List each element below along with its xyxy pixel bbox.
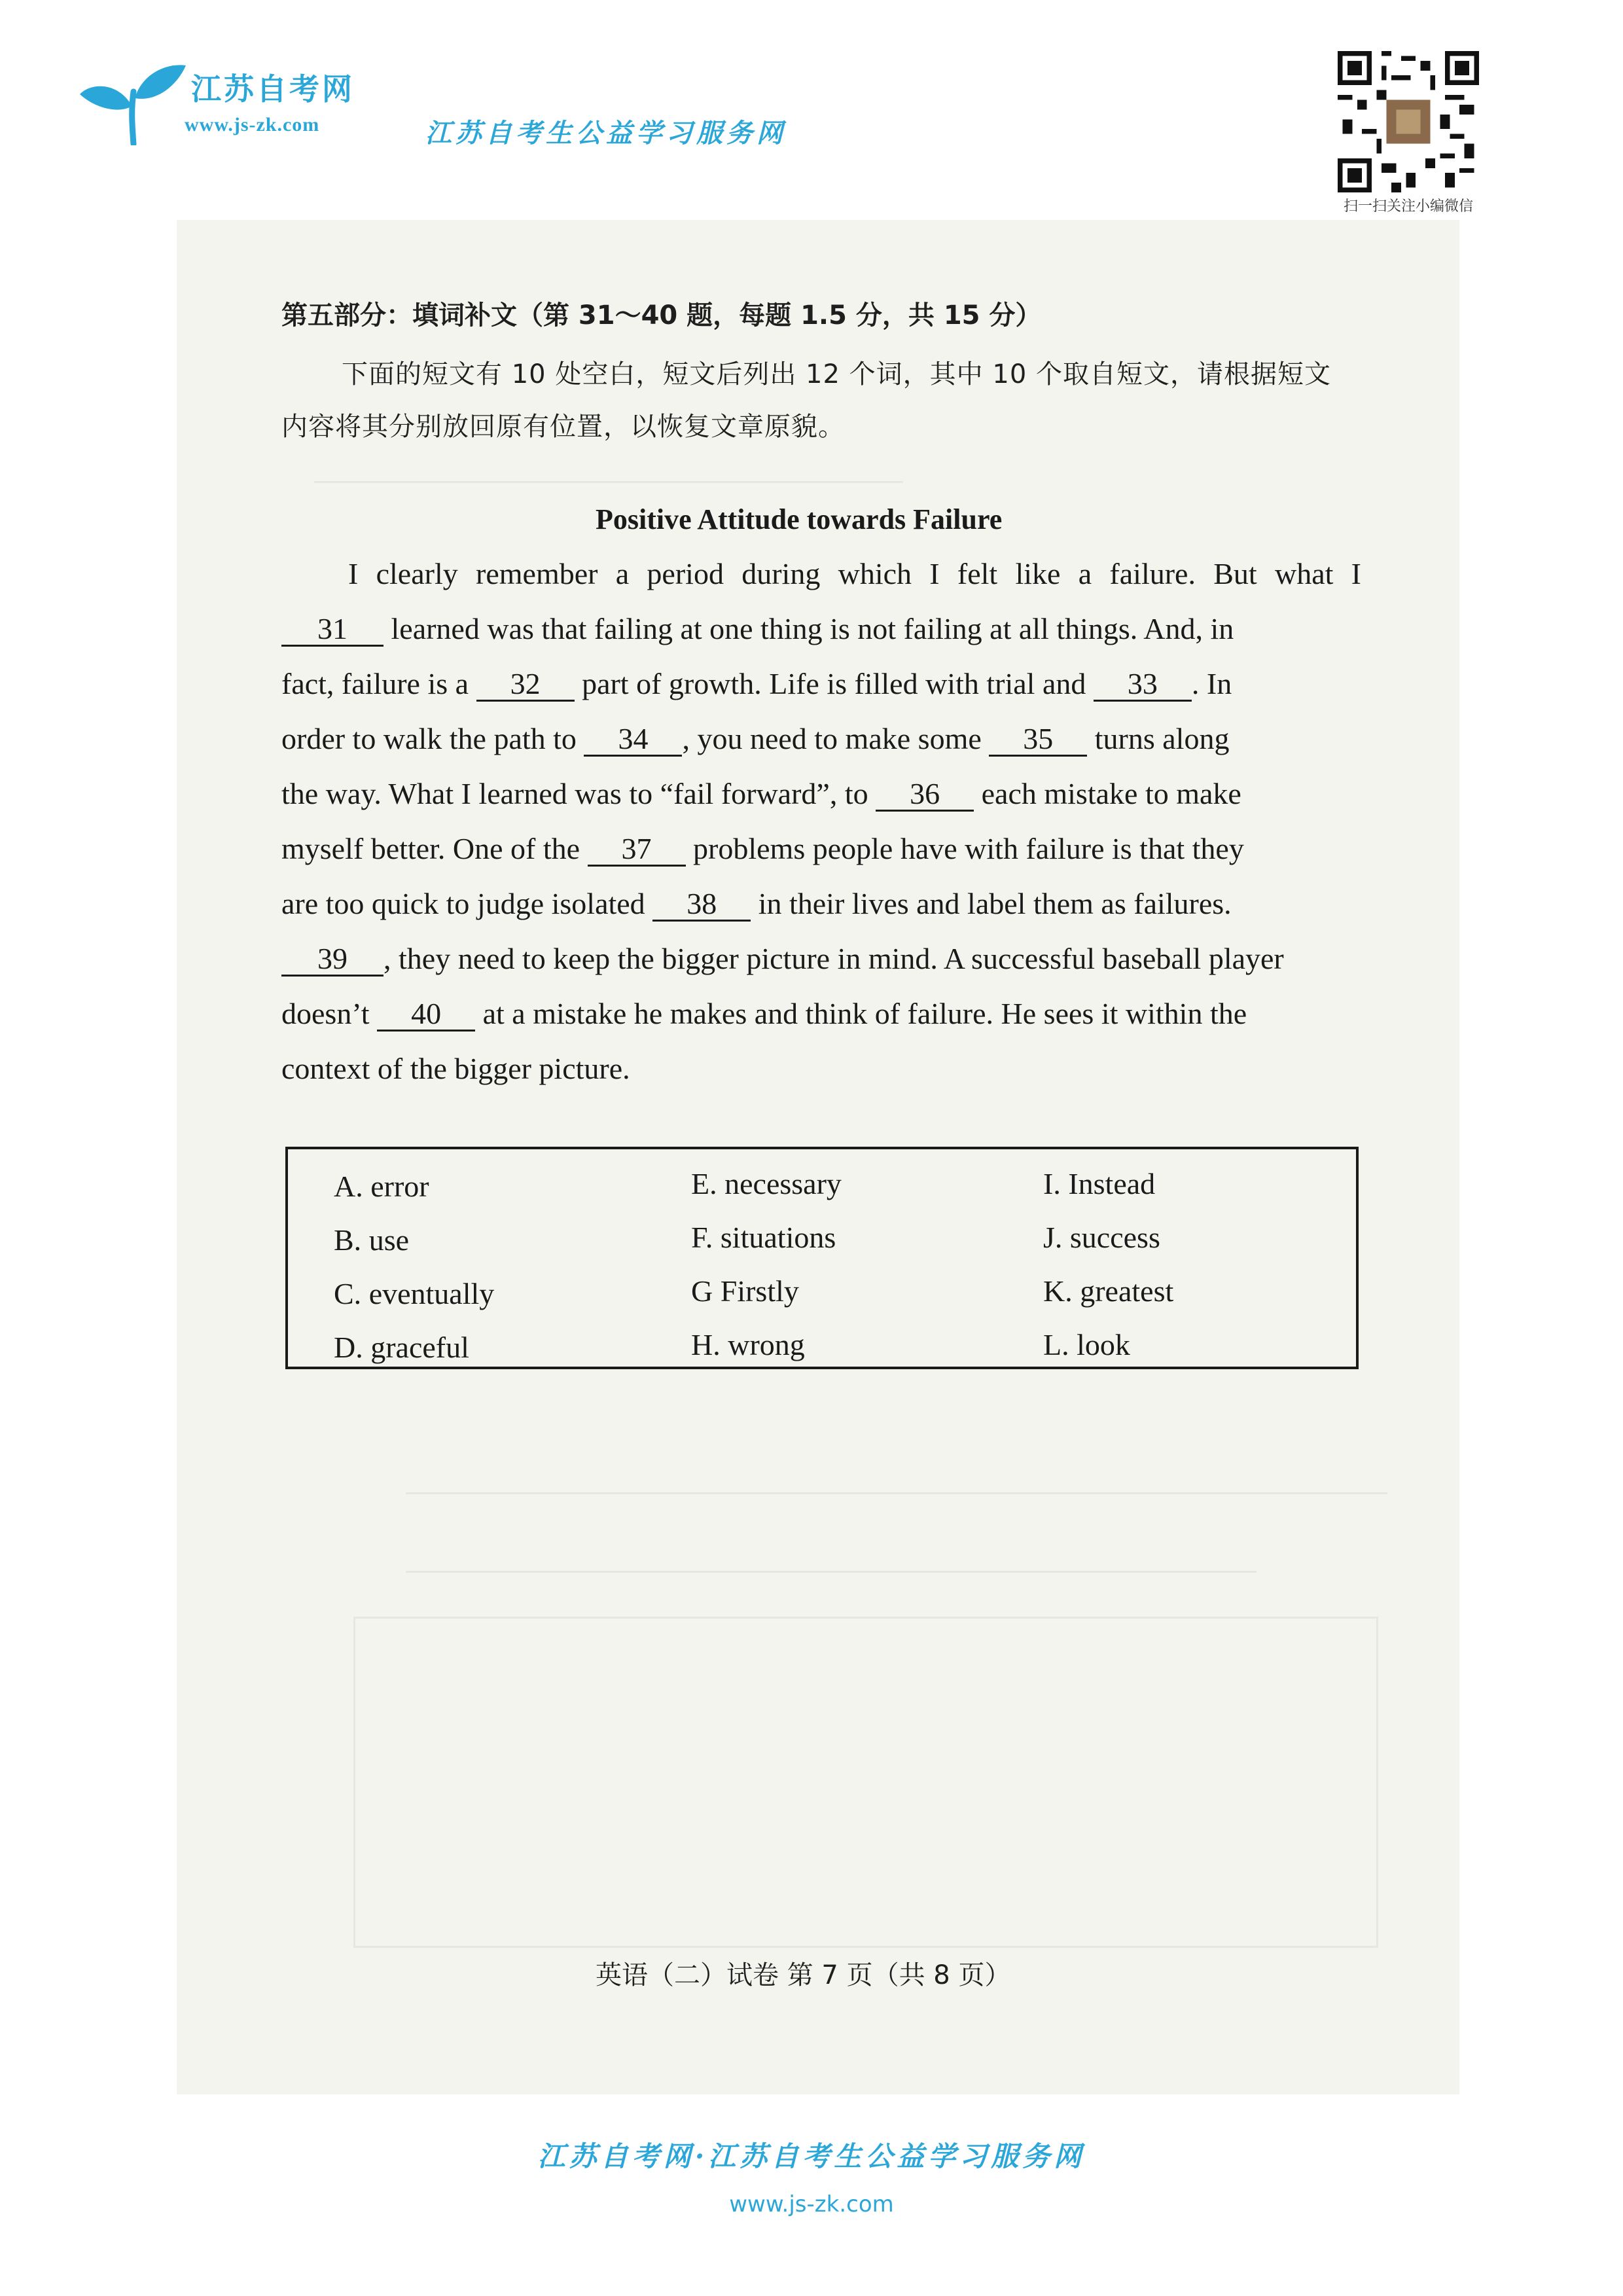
blank-34[interactable]: 34 bbox=[584, 723, 682, 757]
passage-text: the way. What I learned was to “fail forward”, to bbox=[281, 777, 876, 810]
section-heading: 第五部分：填词补文（第 31～40 题，每题 1.5 分，共 15 分） bbox=[281, 300, 1042, 331]
option-c[interactable]: C. eventually bbox=[334, 1277, 495, 1310]
footer-url-link[interactable]: www.js-zk.com bbox=[729, 2191, 894, 2217]
passage-text: , you need to make some bbox=[682, 722, 990, 755]
blank-38[interactable]: 38 bbox=[652, 888, 751, 922]
footer-slogan: 江苏自考网·江苏自考生公益学习服务网 bbox=[537, 2140, 1086, 2172]
blank-40[interactable]: 40 bbox=[377, 998, 475, 1031]
passage-line-2 bbox=[281, 611, 1361, 647]
passage-text: part of growth. Life is filled with trial and bbox=[574, 667, 1094, 700]
sprout-logo-icon bbox=[77, 60, 188, 145]
passage-line-6 bbox=[281, 831, 1361, 867]
passage-line-10: context of the bigger picture. bbox=[281, 1052, 630, 1085]
option-b[interactable]: B. use bbox=[334, 1223, 410, 1257]
passage-line-1 bbox=[281, 556, 1361, 591]
site-logo-url[interactable]: www.js-zk.com bbox=[185, 114, 320, 135]
bleed-through-line bbox=[314, 481, 903, 483]
option-k[interactable]: K. greatest bbox=[1043, 1274, 1174, 1308]
option-f[interactable]: F. situations bbox=[691, 1221, 836, 1254]
passage-line-8 bbox=[281, 941, 1361, 977]
passage-text: . In bbox=[1191, 667, 1232, 700]
option-h[interactable]: H. wrong bbox=[691, 1328, 805, 1361]
blank-32[interactable]: 32 bbox=[476, 668, 575, 702]
page-number-footer: 英语（二）试卷 第 7 页（共 8 页） bbox=[596, 1960, 1011, 1990]
qr-caption: 扫一扫关注小编微信 bbox=[1343, 198, 1473, 215]
passage-text: turns along bbox=[1087, 722, 1230, 755]
blank-33[interactable]: 33 bbox=[1094, 668, 1192, 702]
blank-35[interactable]: 35 bbox=[989, 723, 1087, 757]
header-slogan: 江苏自考生公益学习服务网 bbox=[425, 118, 787, 149]
option-g[interactable]: G Firstly bbox=[691, 1274, 799, 1308]
passage-line-4 bbox=[281, 721, 1361, 757]
blank-37[interactable]: 37 bbox=[588, 833, 686, 867]
qr-code-icon bbox=[1335, 51, 1482, 192]
option-l[interactable]: L. look bbox=[1043, 1328, 1130, 1361]
passage-text: learned was that failing at one thing is not failing at all things. And, in bbox=[383, 612, 1234, 645]
instruction-line-2: 内容将其分别放回原有位置，以恢复文章原貌。 bbox=[281, 412, 845, 442]
passage-text: in their lives and label them as failures. bbox=[751, 887, 1232, 920]
option-a[interactable]: A. error bbox=[334, 1170, 429, 1203]
bleed-through-line bbox=[406, 1571, 1257, 1573]
passage-text: are too quick to judge isolated bbox=[281, 887, 653, 920]
blank-36[interactable]: 36 bbox=[876, 778, 974, 812]
passage-text: fact, failure is a bbox=[281, 667, 476, 700]
passage-text: each mistake to make bbox=[974, 777, 1241, 810]
passage-text: doesn’t bbox=[281, 997, 378, 1030]
passage-line-3 bbox=[281, 666, 1361, 702]
passage-line-9 bbox=[281, 996, 1361, 1031]
site-logo-name[interactable]: 江苏自考网 bbox=[191, 71, 355, 107]
bleed-through-line bbox=[406, 1492, 1387, 1494]
bleed-through-box bbox=[353, 1617, 1378, 1948]
passage-line-7 bbox=[281, 886, 1361, 922]
passage-text: at a mistake he makes and think of failure. He sees it within the bbox=[475, 997, 1247, 1030]
option-e[interactable]: E. necessary bbox=[691, 1167, 842, 1200]
instruction-line-1: 下面的短文有 10 处空白，短文后列出 12 个词，其中 10 个取自短文，请根据短文 bbox=[342, 359, 1331, 389]
passage-text: , they need to keep the bigger picture in mind. A successful baseball player bbox=[383, 942, 1284, 975]
blank-31[interactable]: 31 bbox=[281, 613, 383, 647]
passage-text: problems people have with failure is that they bbox=[685, 832, 1244, 865]
passage-text: order to walk the path to bbox=[281, 722, 584, 755]
passage-text: myself better. One of the bbox=[281, 832, 588, 865]
option-j[interactable]: J. success bbox=[1043, 1221, 1160, 1254]
option-i[interactable]: I. Instead bbox=[1043, 1167, 1156, 1200]
passage-title: Positive Attitude towards Failure bbox=[596, 503, 1003, 535]
passage-line-5 bbox=[281, 776, 1361, 812]
option-d[interactable]: D. graceful bbox=[334, 1331, 469, 1364]
passage-text: I clearly remember a period during which I felt like a failure. But what I bbox=[348, 557, 1361, 590]
blank-39[interactable]: 39 bbox=[281, 943, 383, 977]
